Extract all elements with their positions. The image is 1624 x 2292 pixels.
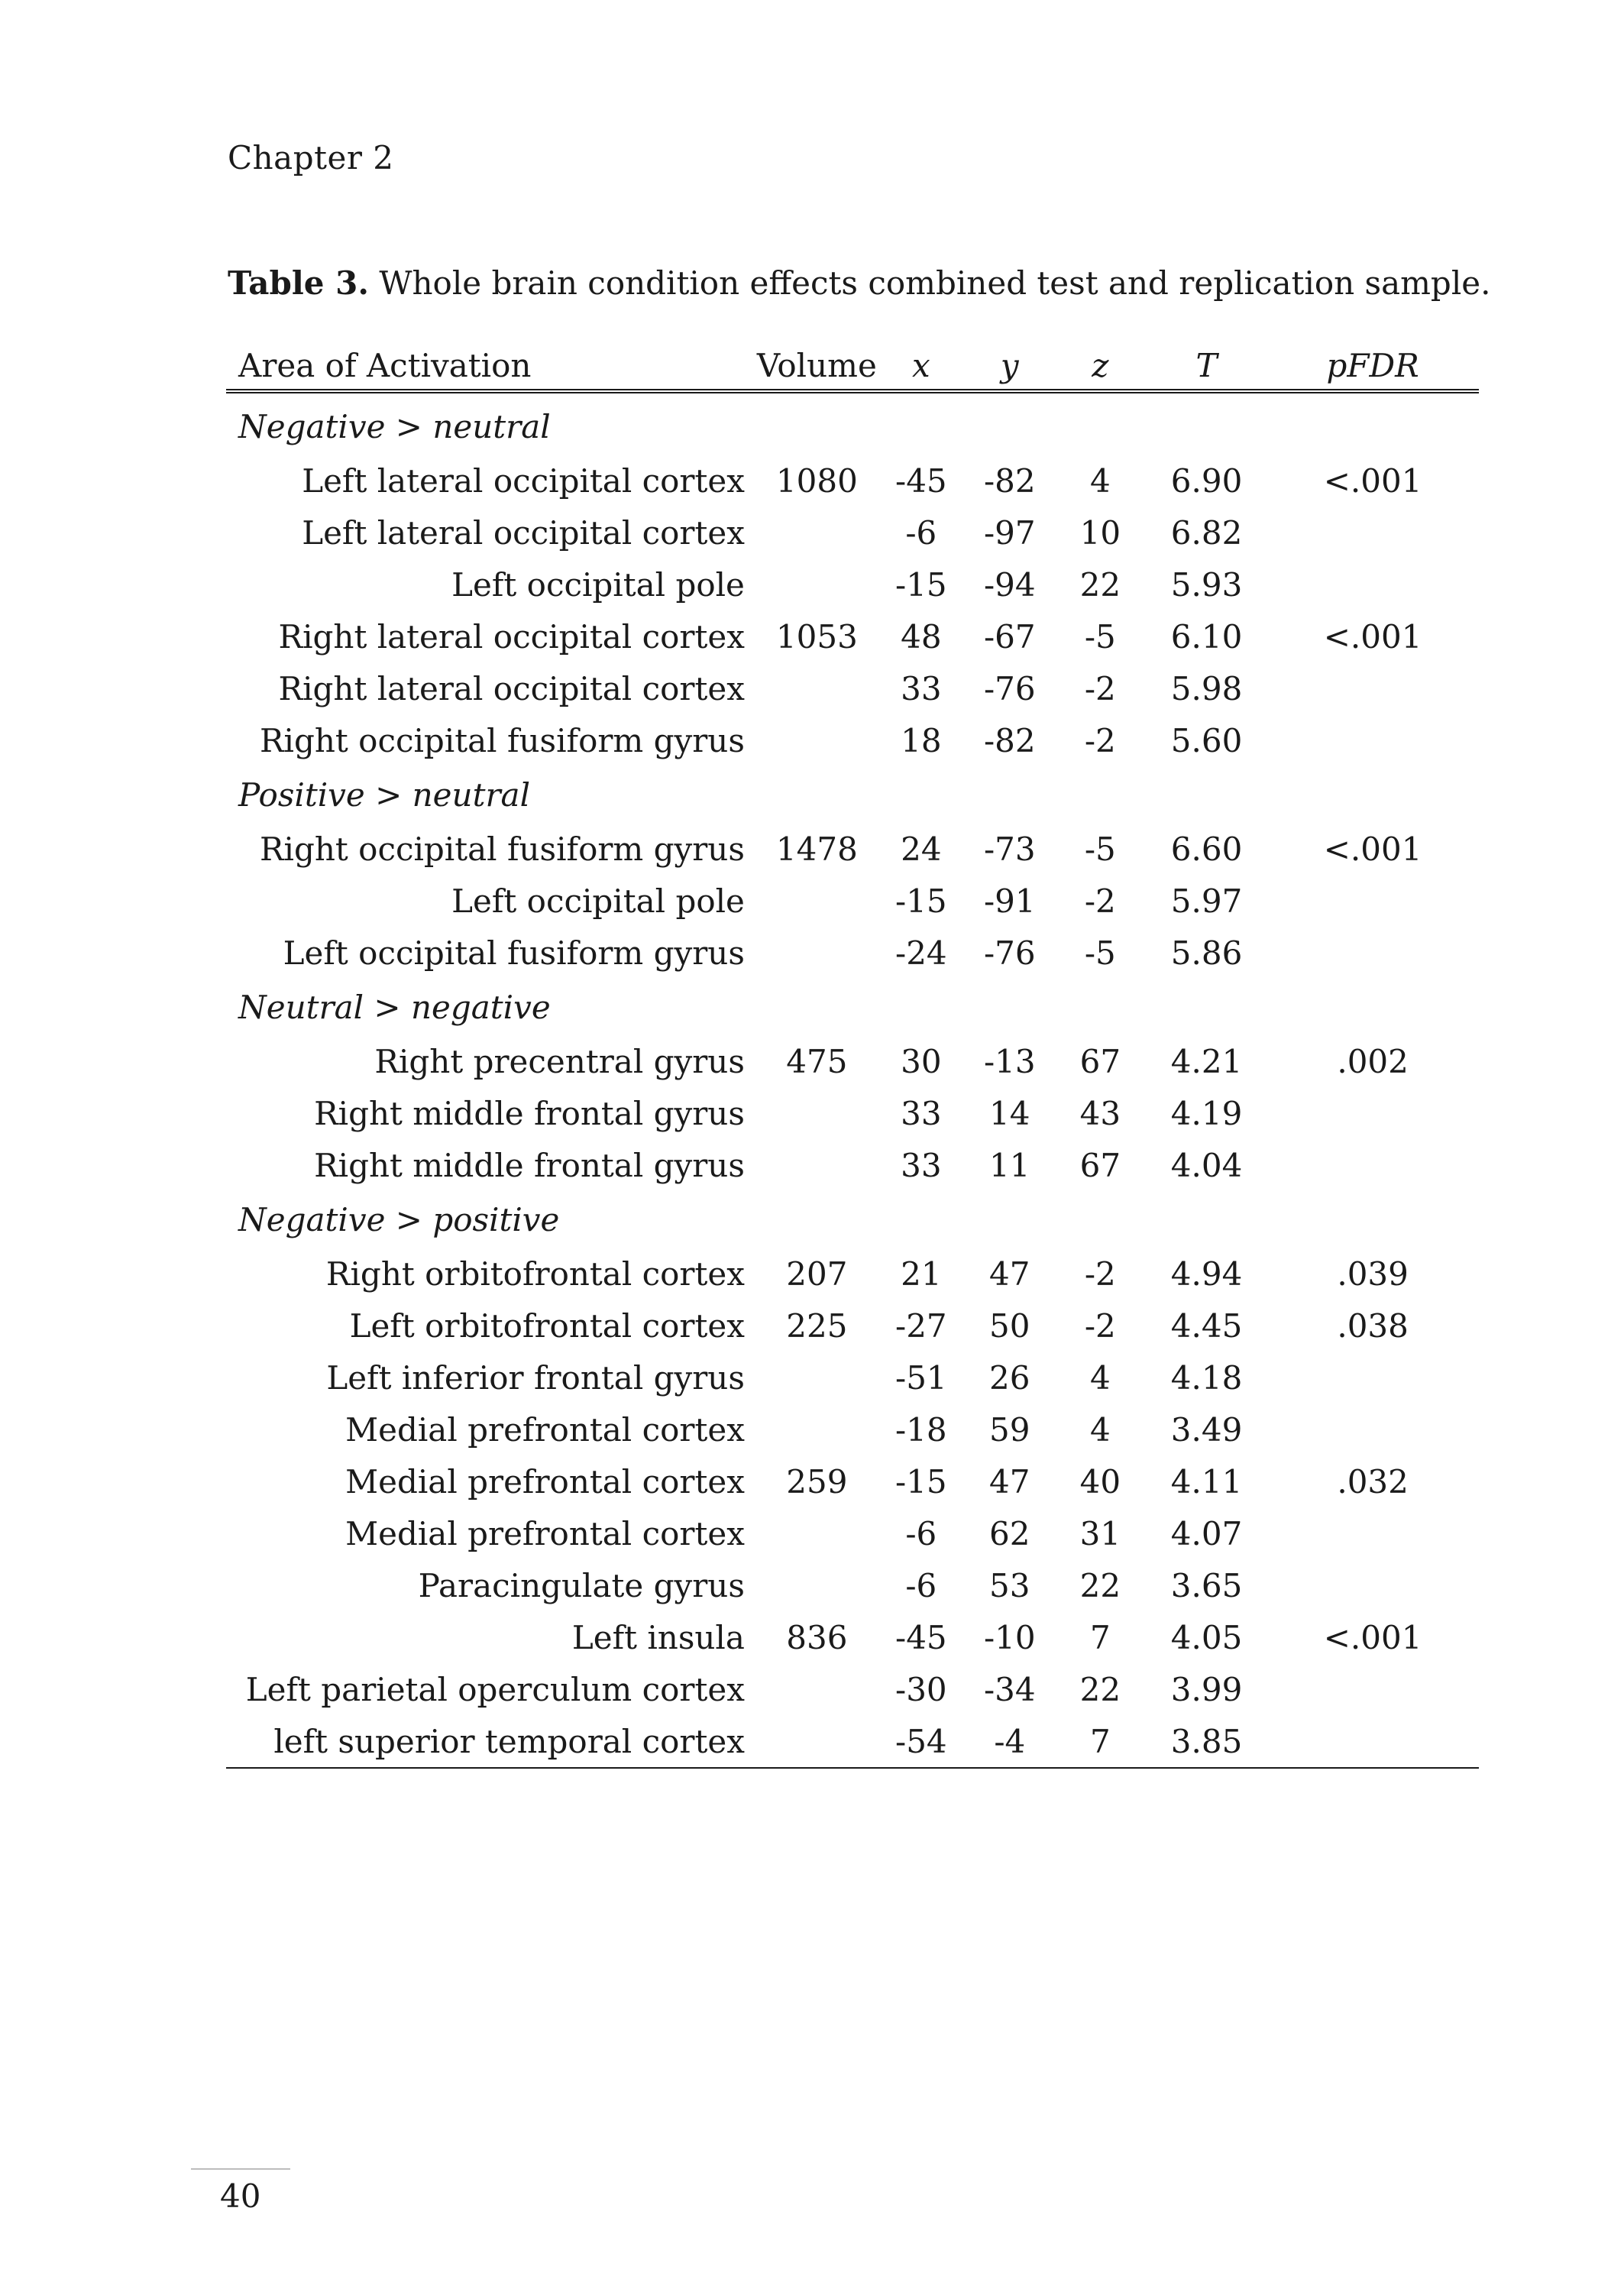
cell-z: 4 [1089, 461, 1111, 500]
cell-pfdr [1267, 875, 1479, 927]
cell-y: 14 [989, 1094, 1030, 1132]
table-body [226, 391, 1479, 1768]
cell-z: -2 [1084, 882, 1116, 920]
table-row [226, 714, 1479, 766]
cell-pfdr [1267, 1087, 1479, 1139]
cell-y: 47 [989, 1462, 1030, 1500]
cell-z: -2 [1084, 1306, 1116, 1345]
cell-area: Left occipital fusiform gyrus [283, 934, 745, 972]
header-y: y [966, 347, 1054, 391]
cell-z: 43 [1079, 1094, 1121, 1132]
cell-pfdr [1267, 662, 1479, 714]
cell-volume: 475 [786, 1042, 848, 1080]
table-row [226, 558, 1479, 610]
cell-x: 24 [901, 830, 942, 868]
cell-y: -91 [983, 882, 1036, 920]
cell-y: 47 [989, 1254, 1030, 1293]
cell-z: 10 [1079, 513, 1121, 552]
cell-y: -67 [983, 617, 1036, 656]
cell-t: 4.45 [1170, 1306, 1243, 1345]
table-row [226, 1248, 1479, 1300]
cell-y: 62 [989, 1514, 1030, 1552]
table-row [226, 927, 1479, 979]
table-row [226, 1300, 1479, 1352]
cell-pfdr [1267, 1559, 1479, 1611]
cell-volume [757, 1663, 877, 1715]
cell-y: -82 [983, 461, 1036, 500]
cell-x: -6 [905, 513, 937, 552]
cell-y: -4 [966, 1715, 1054, 1768]
cell-pfdr [1267, 1352, 1479, 1403]
cell-volume: 259 [786, 1462, 848, 1500]
table-row [226, 1611, 1479, 1663]
table-row [226, 1559, 1479, 1611]
cell-area: Medial prefrontal cortex [345, 1462, 745, 1500]
table-row [226, 1455, 1479, 1507]
cell-pfdr: <.001 [1323, 461, 1422, 500]
table-caption [228, 264, 1490, 302]
cell-z: -5 [1084, 830, 1116, 868]
cell-pfdr [1267, 558, 1479, 610]
table-row [226, 1139, 1479, 1191]
cell-volume [757, 558, 877, 610]
cell-x: -27 [895, 1306, 947, 1345]
cell-t: 4.05 [1170, 1618, 1243, 1656]
cell-pfdr [1267, 1507, 1479, 1559]
cell-volume [757, 1403, 877, 1455]
cell-x: -30 [895, 1670, 947, 1708]
cell-y: 26 [989, 1358, 1030, 1397]
cell-t: 5.86 [1170, 934, 1243, 972]
cell-pfdr: <.001 [1323, 617, 1422, 656]
cell-area: Right orbitofrontal cortex [325, 1254, 745, 1293]
table-row [226, 455, 1479, 507]
cell-y: -94 [983, 565, 1036, 604]
cell-volume [757, 1087, 877, 1139]
cell-y: -76 [983, 934, 1036, 972]
cell-area: Right lateral occipital cortex [278, 669, 745, 707]
cell-y: -13 [983, 1042, 1036, 1080]
table-header-row [226, 347, 1479, 391]
page-number: 40 [220, 2177, 261, 2215]
cell-t: 4.19 [1170, 1094, 1243, 1132]
cell-x: -6 [905, 1514, 937, 1552]
footer-rule [191, 2168, 290, 2170]
cell-z: 7 [1054, 1715, 1147, 1768]
cell-volume [757, 1507, 877, 1559]
cell-pfdr: .038 [1337, 1306, 1409, 1345]
cell-x: -51 [895, 1358, 947, 1397]
cell-pfdr: .032 [1337, 1462, 1409, 1500]
cell-x: -15 [895, 565, 947, 604]
cell-t: 5.60 [1170, 721, 1243, 759]
cell-x: -45 [895, 1618, 947, 1656]
cell-volume: 207 [786, 1254, 848, 1293]
cell-x: 48 [901, 617, 942, 656]
cell-z: 22 [1079, 565, 1121, 604]
table-row [226, 875, 1479, 927]
table-row [226, 1663, 1479, 1715]
results-table [226, 347, 1479, 1769]
cell-volume [757, 714, 877, 766]
cell-t: 3.49 [1170, 1410, 1243, 1449]
cell-area: Right lateral occipital cortex [278, 617, 745, 656]
cell-volume [757, 1715, 877, 1768]
header-t: T [1147, 347, 1267, 391]
cell-volume [757, 927, 877, 979]
cell-area: Right occipital fusiform gyrus [259, 830, 745, 868]
cell-pfdr [1267, 1715, 1479, 1768]
cell-x: 21 [901, 1254, 942, 1293]
cell-z: -2 [1084, 669, 1116, 707]
cell-z: 67 [1079, 1042, 1121, 1080]
table-row [226, 507, 1479, 558]
cell-z: -2 [1084, 1254, 1116, 1293]
cell-x: -24 [895, 934, 947, 972]
cell-z: 22 [1079, 1566, 1121, 1604]
table-caption-label: Table 3. [228, 264, 369, 302]
cell-pfdr: .002 [1337, 1042, 1409, 1080]
group-label: Negative > neutral [238, 407, 551, 445]
cell-z: -2 [1084, 721, 1116, 759]
cell-x: -15 [895, 1462, 947, 1500]
cell-volume: 836 [786, 1618, 848, 1656]
cell-x: 33 [901, 1094, 942, 1132]
cell-z: 4 [1089, 1358, 1111, 1397]
cell-x: -18 [895, 1410, 947, 1449]
cell-area: Left inferior frontal gyrus [326, 1358, 745, 1397]
cell-area: Left occipital pole [451, 565, 745, 604]
cell-y: -97 [983, 513, 1036, 552]
cell-t: 4.04 [1170, 1146, 1243, 1184]
cell-volume: 225 [786, 1306, 848, 1345]
header-pfdr: pFDR [1267, 347, 1479, 391]
table-caption-text: Whole brain condition effects combined test and replication sample. [379, 264, 1491, 302]
cell-t: 6.60 [1170, 830, 1243, 868]
group-label: Positive > neutral [238, 775, 530, 814]
group-label: Neutral > negative [238, 988, 551, 1026]
header-x: x [877, 347, 966, 391]
cell-pfdr [1267, 1139, 1479, 1191]
cell-area: Left orbitofrontal cortex [349, 1306, 745, 1345]
cell-area: Right middle frontal gyrus [314, 1146, 745, 1184]
cell-area: Right middle frontal gyrus [314, 1094, 745, 1132]
cell-area: left superior temporal cortex [226, 1715, 757, 1768]
table-row [226, 1352, 1479, 1403]
cell-area: Left lateral occipital cortex [302, 461, 745, 500]
cell-t: 4.11 [1170, 1462, 1243, 1500]
cell-y: -73 [983, 830, 1036, 868]
cell-pfdr: .039 [1337, 1254, 1409, 1293]
table-row [226, 610, 1479, 662]
table-row [226, 1087, 1479, 1139]
cell-x: 33 [901, 1146, 942, 1184]
cell-z: -5 [1084, 934, 1116, 972]
cell-x: -45 [895, 461, 947, 500]
cell-volume [757, 875, 877, 927]
cell-t: 4.07 [1170, 1514, 1243, 1552]
cell-y: -76 [983, 669, 1036, 707]
cell-x: -54 [877, 1715, 966, 1768]
cell-x: 30 [901, 1042, 942, 1080]
cell-z: -5 [1084, 617, 1116, 656]
cell-t: 6.10 [1170, 617, 1243, 656]
cell-pfdr: <.001 [1323, 830, 1422, 868]
header-volume: Volume [757, 347, 877, 391]
cell-z: 7 [1089, 1618, 1111, 1656]
table-row [226, 1507, 1479, 1559]
running-head: Chapter 2 [228, 139, 394, 176]
cell-t: 4.94 [1170, 1254, 1243, 1293]
table-row [226, 662, 1479, 714]
cell-volume [757, 507, 877, 558]
group-header-row [226, 979, 1479, 1035]
header-area-of-activation: Area of Activation [226, 347, 757, 391]
cell-t: 6.82 [1170, 513, 1243, 552]
cell-volume: 1478 [775, 830, 858, 868]
cell-volume [757, 1352, 877, 1403]
cell-x: 18 [901, 721, 942, 759]
cell-pfdr [1267, 1663, 1479, 1715]
cell-t: 4.18 [1170, 1358, 1243, 1397]
table-row [226, 823, 1479, 875]
cell-volume: 1053 [775, 617, 858, 656]
cell-t: 3.65 [1170, 1566, 1243, 1604]
cell-z: 31 [1079, 1514, 1121, 1552]
cell-z: 4 [1089, 1410, 1111, 1449]
cell-pfdr [1267, 927, 1479, 979]
cell-y: 53 [989, 1566, 1030, 1604]
cell-area: Medial prefrontal cortex [345, 1514, 745, 1552]
cell-t: 5.97 [1170, 882, 1243, 920]
header-z: z [1054, 347, 1147, 391]
cell-volume [757, 1559, 877, 1611]
cell-pfdr [1267, 714, 1479, 766]
cell-pfdr: <.001 [1323, 1618, 1422, 1656]
cell-volume: 1080 [775, 461, 858, 500]
cell-t: 5.93 [1170, 565, 1243, 604]
cell-x: -6 [905, 1566, 937, 1604]
cell-area: Left lateral occipital cortex [302, 513, 745, 552]
cell-y: -10 [983, 1618, 1036, 1656]
cell-x: -15 [895, 882, 947, 920]
group-header-row [226, 1191, 1479, 1248]
table-header [226, 347, 1479, 391]
table-row [226, 1715, 1479, 1768]
group-header-row [226, 766, 1479, 823]
cell-area: Medial prefrontal cortex [345, 1410, 745, 1449]
table-row [226, 1035, 1479, 1087]
group-header-row [226, 391, 1479, 455]
cell-y: -82 [983, 721, 1036, 759]
cell-area: Left occipital pole [451, 882, 745, 920]
table-row [226, 1403, 1479, 1455]
cell-pfdr [1267, 1403, 1479, 1455]
cell-area: Right occipital fusiform gyrus [259, 721, 745, 759]
cell-y: 50 [989, 1306, 1030, 1345]
cell-y: -34 [983, 1670, 1036, 1708]
cell-pfdr [1267, 507, 1479, 558]
cell-z: 67 [1079, 1146, 1121, 1184]
cell-z: 22 [1079, 1670, 1121, 1708]
cell-y: 11 [989, 1146, 1030, 1184]
cell-t: 3.99 [1170, 1670, 1243, 1708]
cell-area: Paracingulate gyrus [418, 1566, 745, 1604]
results-table-container [226, 347, 1479, 1769]
cell-x: 33 [901, 669, 942, 707]
cell-t: 4.21 [1170, 1042, 1243, 1080]
cell-t: 6.90 [1170, 461, 1243, 500]
cell-t: 3.85 [1147, 1715, 1267, 1768]
cell-area: Right precentral gyrus [374, 1042, 745, 1080]
cell-y: 59 [989, 1410, 1030, 1449]
cell-z: 40 [1079, 1462, 1121, 1500]
cell-area: Left parietal operculum cortex [245, 1670, 745, 1708]
cell-volume [757, 1139, 877, 1191]
cell-t: 5.98 [1170, 669, 1243, 707]
cell-volume [757, 662, 877, 714]
cell-area: Left insula [571, 1618, 745, 1656]
group-label: Negative > positive [238, 1200, 560, 1238]
